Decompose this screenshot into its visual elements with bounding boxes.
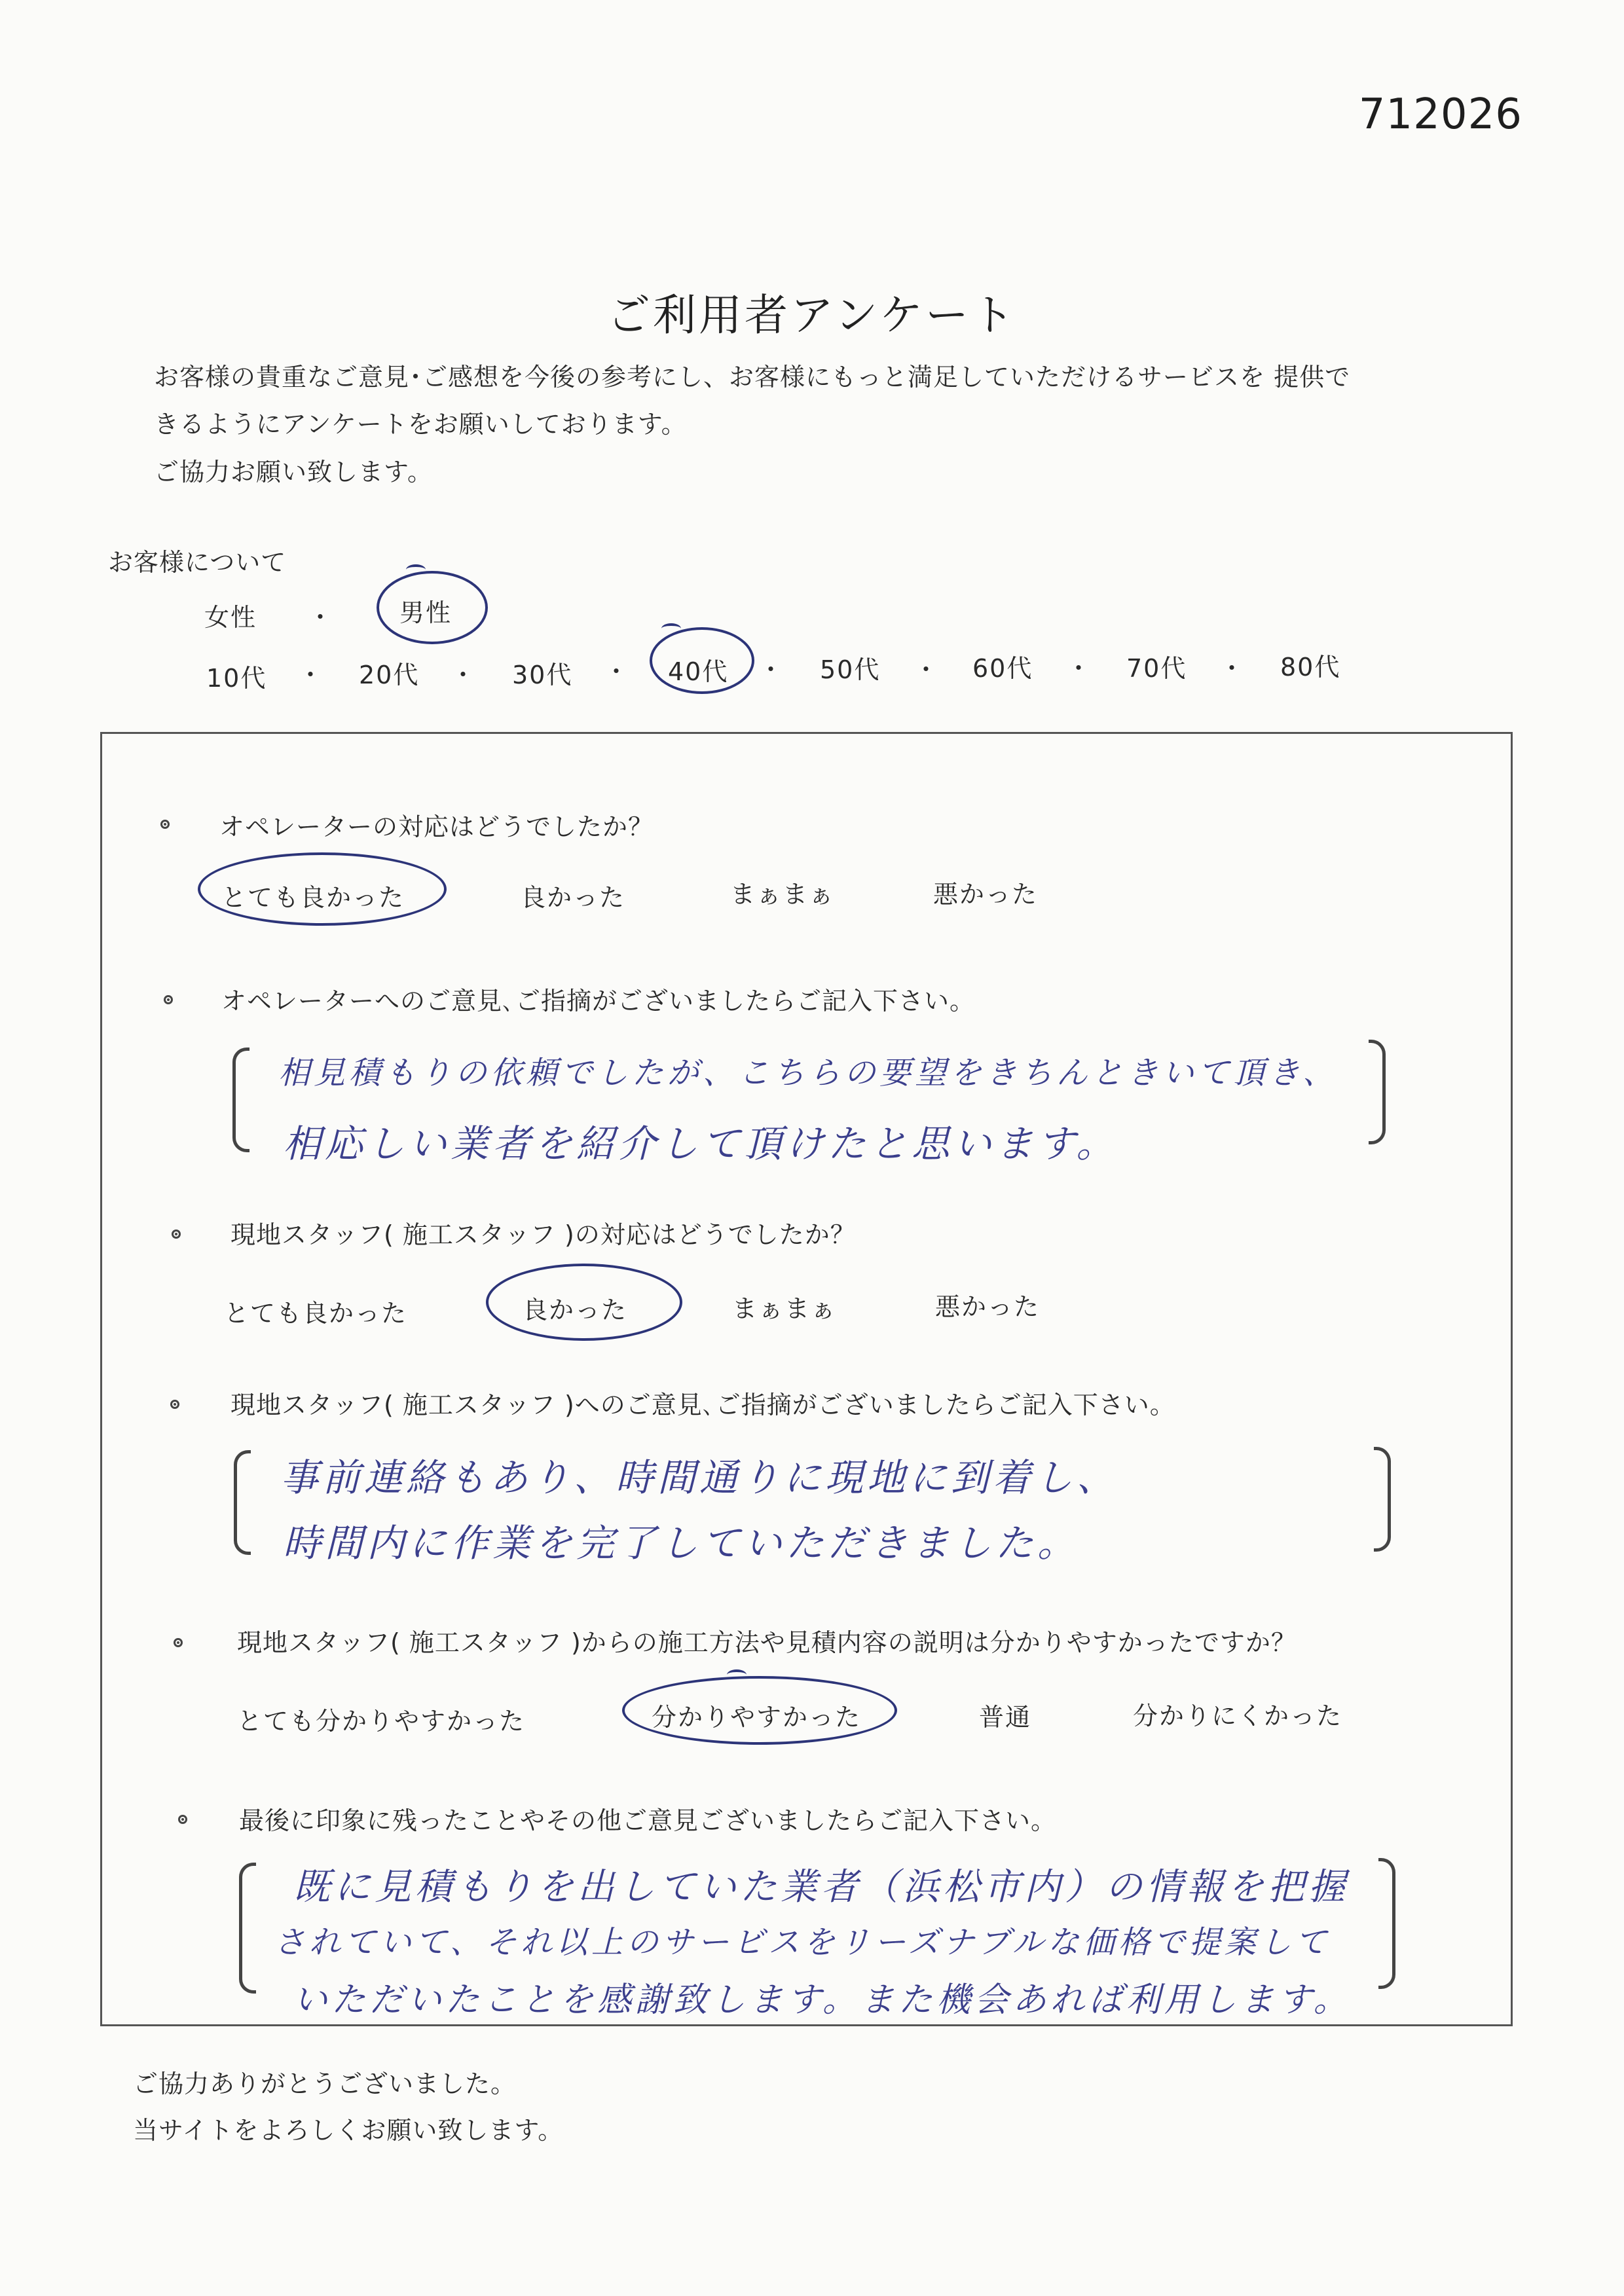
q1-option-very-good[interactable]: とても良かった: [221, 883, 405, 912]
separator: ・: [308, 603, 333, 632]
selection-circle-q5: [622, 1676, 897, 1745]
footer-request: 当サイトをよろしくお願い致します。: [133, 2116, 564, 2145]
intro-line-1: お客様の貴重なご意見･ご感想を今後の参考にし、お客様にもっと満足していただけるサービスを 提供で: [154, 363, 1351, 392]
q5-option-normal[interactable]: 普通: [979, 1703, 1032, 1732]
q4-question: 現地スタッフ( 施工スタッフ )へのご意見､ご指摘がございましたらご記入下さい。: [231, 1391, 1175, 1419]
q1-option-ok[interactable]: まぁまぁ: [730, 880, 836, 909]
bullet-icon: [172, 1230, 181, 1239]
separator: ・: [758, 655, 784, 684]
gender-option-female[interactable]: 女性: [204, 603, 257, 632]
q5-option-unclear[interactable]: 分かりにくかった: [1133, 1702, 1343, 1730]
q2-answer-line-1: 相見積もりの依頼でしたが、こちらの要望をきちんときいて頂き、: [278, 1055, 1338, 1091]
age-option-60s[interactable]: 60代: [972, 654, 1033, 683]
q3-option-ok[interactable]: まぁまぁ: [732, 1294, 838, 1323]
bullet-icon: [164, 995, 173, 1004]
bracket-close: [1374, 1447, 1391, 1552]
bracket-close: [1378, 1858, 1395, 1989]
q3-option-very-good[interactable]: とても良かった: [224, 1299, 408, 1328]
q1-option-good[interactable]: 良かった: [521, 883, 626, 912]
q2-answer-line-2: 相応しい業者を紹介して頂けたと思います。: [283, 1121, 1118, 1166]
q1-option-bad[interactable]: 悪かった: [933, 880, 1039, 909]
selection-circle-q1: [198, 852, 447, 926]
separator: ・: [451, 661, 476, 689]
age-option-70s[interactable]: 70代: [1126, 654, 1187, 683]
gender-option-male[interactable]: 男性: [399, 598, 452, 627]
separator: ・: [913, 655, 939, 684]
q4-answer-line-2: 時間内に作業を完了していただきました。: [283, 1521, 1080, 1565]
age-option-80s[interactable]: 80代: [1280, 653, 1341, 682]
selection-tick: [406, 564, 426, 575]
page-title: ご利用者アンケート: [606, 290, 1018, 340]
q1-question: オペレーターの対応はどうでしたか？: [219, 812, 654, 841]
bullet-icon: [174, 1638, 183, 1647]
q6-answer-line-3: いただいたことを感謝致します。また機会あれば利用します。: [293, 1980, 1352, 2020]
bracket-open: [239, 1863, 256, 1994]
bracket-open: [234, 1450, 251, 1555]
bullet-icon: [170, 1400, 179, 1409]
bullet-icon: [178, 1815, 187, 1824]
bracket-close: [1369, 1040, 1386, 1144]
selection-circle-gender: [377, 571, 488, 644]
selection-tick: [727, 1669, 747, 1680]
intro-line-3: ご協力お願い致します。: [154, 458, 433, 486]
selection-circle-age: [650, 627, 754, 694]
age-option-10s[interactable]: 10代: [206, 664, 267, 693]
separator: ・: [298, 661, 323, 689]
separator: ・: [1066, 654, 1092, 683]
bullet-icon: [160, 820, 170, 829]
age-option-30s[interactable]: 30代: [512, 661, 573, 689]
selection-tick: [661, 623, 681, 634]
q3-option-good[interactable]: 良かった: [523, 1296, 628, 1324]
q5-question: 現地スタッフ( 施工スタッフ )からの施工方法や見積内容の説明は分かりやすかったですか？: [237, 1628, 1297, 1657]
selection-circle-q3: [486, 1264, 682, 1341]
document-id: 712026: [1358, 90, 1522, 139]
separator: ・: [604, 657, 629, 686]
q3-option-bad[interactable]: 悪かった: [935, 1292, 1041, 1321]
q5-option-clear[interactable]: 分かりやすかった: [652, 1703, 862, 1732]
footer-thanks: ご協力ありがとうございました。: [133, 2069, 517, 2098]
q5-option-very-clear[interactable]: とても分かりやすかった: [237, 1707, 526, 1736]
q6-question: 最後に印象に残ったことやその他ご意見ございましたらご記入下さい。: [239, 1806, 1057, 1835]
age-option-50s[interactable]: 50代: [820, 655, 881, 684]
q4-answer-line-1: 事前連絡もあり、時間通りに現地に到着し、: [280, 1455, 1119, 1500]
q6-answer-line-1: 既に見積もりを出していた業者（浜松市内）の情報を把握: [293, 1866, 1349, 1908]
age-option-40s[interactable]: 40代: [668, 657, 729, 686]
age-option-20s[interactable]: 20代: [359, 661, 420, 689]
q2-question: オペレーターへのご意見､ご指摘がございましたらご記入下さい。: [221, 987, 976, 1015]
customer-section-label: お客様について: [108, 548, 287, 577]
bracket-open: [232, 1048, 249, 1152]
separator: ・: [1219, 654, 1245, 683]
q3-question: 現地スタッフ( 施工スタッフ )の対応はどうでしたか？: [231, 1220, 856, 1249]
q6-answer-line-2: されていて、それ以上のサービスをリーズナブルな価格で提案して: [274, 1924, 1331, 1961]
intro-line-2: きるようにアンケートをお願いしております。: [154, 410, 687, 439]
